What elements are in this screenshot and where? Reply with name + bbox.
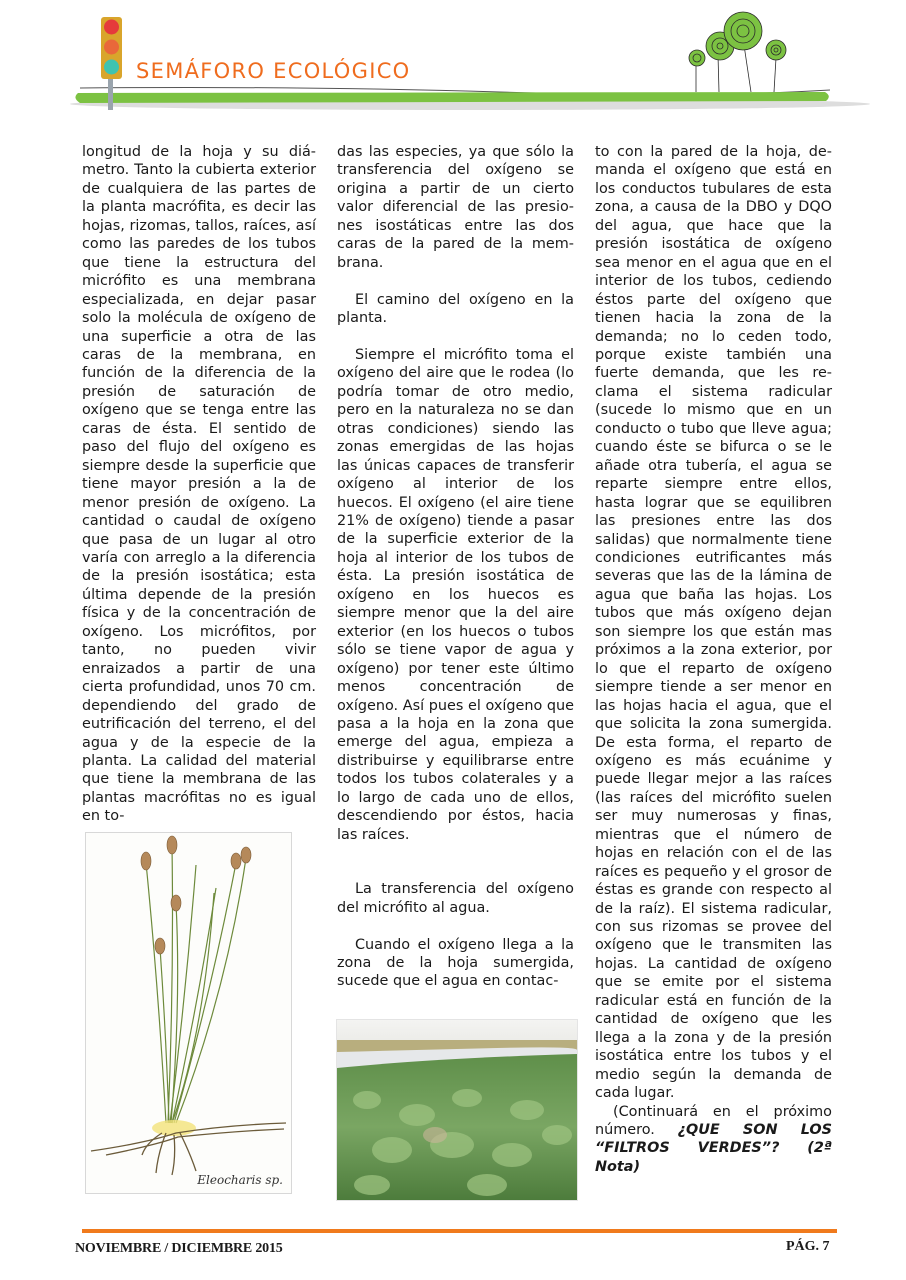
paragraph: longitud de la hoja y su diámetro. Tanto la cubierta exterior de cualquiera de las partes de la planta macrófita, es decir las hojas, rizomas, tallos, raíces, así como las paredes de los tubos que tiene la estructura del micrófito es una membrana especializada, en dejar pasar solo la molécula de oxígeno de una superficie a otra de las caras de la membrana, en función de la diferencia de la presión de saturación de oxígeno que se tenga entre las caras de ésta. El sentido de paso del flujo del oxígeno es siempre desde la superficie que tiene mayor presión a la de menor presión de oxígeno. La cantidad o caudal de oxígeno que pasa de un lugar al otro varía con arreglo a la diferencia de la presión isostática; esta última depende de la presión física y de la concentración de oxígeno. Los micrófitos, por tanto, no pueden vivir enraizados a partir de una cierta profundidad, unos 70 cm. dependiendo del grado de eutrificación del terreno, el del agua y de la especie de la planta. La calidad del material que tiene la membrana de las plantas macrófitas no es igual en to- (82, 144, 316, 825)
magazine-title: SEMÁFORO ECOLÓGICO (136, 59, 411, 83)
plant-illustration (85, 832, 292, 1194)
section-heading: El camino del oxígeno en la planta. (337, 291, 574, 327)
red-light-icon (104, 20, 119, 35)
continuation-text: (Continuará en el próximo número. (595, 1103, 832, 1139)
amber-light-icon (104, 40, 119, 55)
article-column-3 (595, 143, 832, 1176)
spiral-trees-icon (689, 12, 786, 92)
eleocharis-drawing (86, 833, 291, 1193)
water-hyacinth-photo (336, 1019, 578, 1201)
water-hyacinth-image (337, 1020, 577, 1200)
paragraph: Cuando el oxígeno llega a la zona de la hoja sumergida, sucede que el agua en contac- (337, 936, 574, 990)
paragraph: das las especies, ya que sólo la transferencia del oxígeno se origina a partir de un cierto valor diferencial de las presiones isostáticas entre las dos caras de la pared de la membrana. (337, 144, 574, 271)
page-header (0, 0, 906, 118)
article-column-1 (82, 143, 316, 826)
paragraph: to con la pared de la hoja, demanda el oxígeno que está en los conductos tubulares de esta zona, a causa de la DBO y DQO del agua, que hace que la presión isostática de oxígeno sea menor en el agua que en el interior de los tubos, cediendo éstos parte del oxígeno que tienen hacia la zona de la demanda; no lo ceden todo, porque existe también una fuerte demanda, que les reclama el sistema radicular (sucede lo mismo que en un conducto o tubo que lleve agua; cuando éste se bifurca o se le añade otra tubería, el agua se reparte siempre entre ellos, hasta lograr que se equilibren las presiones entre las dos salidas) que normalmente tiene condiciones eutrificantes más severas que las de la lámina de agua que baña las hojas. Los tubos que más oxígeno dejan son siempre los que están mas próximos a la zona exterior, por lo que el reparto de oxígeno siempre tiende a ser menor en las hojas hacia el agua, que el que solicita la zona sumergida. De esta forma, el reparto de oxígeno es más ecuánime y puede llegar mejor a las raíces (las raíces del micrófito suelen ser muy numerosas y finas, mientras que el número de hojas en relación con el de las raíces es pequeño y el grosor de éstas es grande con respecto al de la raíz). El sistema radicular, con sus rizomas se provee del oxígeno que le transmiten las hojas. La cantidad de oxígeno que se emite por el sistema radicular está en función de la cantidad de oxígeno que les llega a la zona y de la presión isostática entre los tubos y el medio según la demanda de cada lugar. (595, 144, 832, 1102)
footer-divider (82, 1229, 837, 1233)
paragraph: Siempre el micrófito toma el oxígeno del aire que le rodea (lo podría tomar de otro medio, pero en la naturaleza no se dan otras condiciones) siendo las zonas emergidas de las hojas las únicas capaces de transferir oxígeno al interior de los huecos. El oxígeno (el aire tiene 21% de oxígeno) tiende a pasar de la superficie exterior de la hoja al interior de los tubos de ésta. La presión isostática de oxígeno en los huecos es siempre menor que la del aire exterior (en los huecos o tubos sólo se tiene vapor de agua y oxígeno) por tener este último menos concentración de oxígeno. Así pues el oxígeno que pasa a la hoja en la zona que emerge del agua, empieza a distribuirse y equilibrarse entre todos los tubos colaterales y a lo largo de cada uno de ellos, descendiendo por éstos, hacia las raíces. (337, 346, 574, 843)
article-column-2 (337, 143, 574, 991)
green-light-icon (104, 60, 119, 75)
issue-date: NOVIEMBRE / DICIEMBRE 2015 (75, 1241, 283, 1256)
figure-caption: Eleocharis sp. (197, 1173, 283, 1187)
page-number: PÁG. 7 (786, 1239, 830, 1254)
continuation-note (595, 1103, 832, 1177)
section-heading: La transferencia del oxígeno del micrófito al agua. (337, 881, 574, 916)
next-article-title: ¿QUE SON LOS “FILTROS VERDES”? (2ª Nota) (595, 1122, 832, 1175)
